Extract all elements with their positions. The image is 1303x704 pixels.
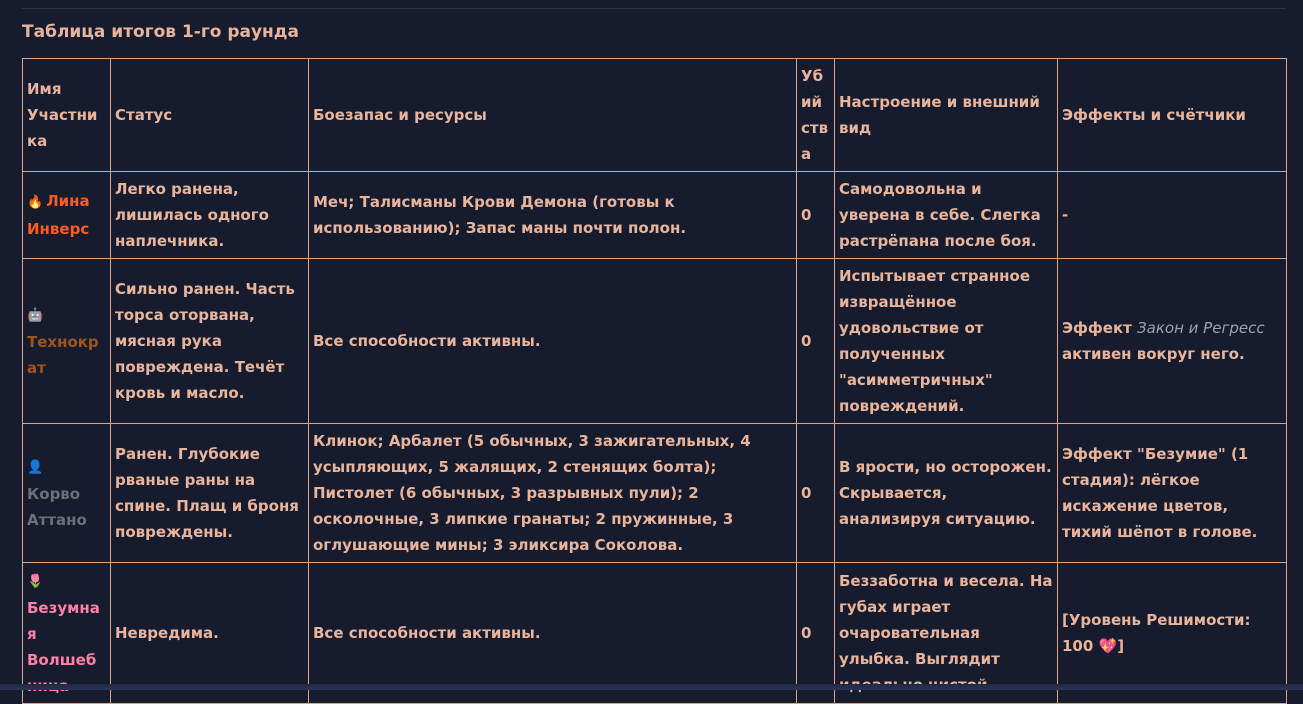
participant-name: Корво Аттано — [27, 485, 87, 529]
page-title: Таблица итогов 1-го раунда — [22, 22, 300, 42]
participant-name-cell — [23, 172, 111, 259]
status-cell: Ранен. Глубокие рваные раны на спине. Плащ и броня повреждены. — [111, 424, 309, 563]
mood-cell: Испытывает странное извращённое удовольствие от полученных "асимметричных" повреждений. — [835, 259, 1058, 424]
person-silhouette-icon: 👤 — [27, 460, 44, 475]
table-row — [23, 424, 1287, 563]
kills-cell: 0 — [797, 563, 835, 704]
fire-icon: 🔥 — [27, 195, 44, 210]
header-mood: Настроение и внешний вид — [835, 59, 1058, 172]
effects-cell — [1058, 172, 1287, 259]
status-cell: Сильно ранен. Часть торса оторвана, мясная рука повреждена. Течёт кровь и масло. — [111, 259, 309, 424]
table-row — [23, 259, 1287, 424]
resources-cell: Клинок; Арбалет (5 обычных, 3 зажигательных, 4 усыпляющих, 5 жалящих, 2 стенящих болта); Пистолет (6 обычных, 3 разрывных пули); 2 осколочные, 3 липкие гранаты; 2 пружинные, 3 оглушающие мины; 3 эликсира Соколова. — [309, 424, 797, 563]
results-table — [22, 58, 1287, 704]
header-resources: Боезапас и ресурсы — [309, 59, 797, 172]
table-row — [23, 172, 1287, 259]
header-row — [23, 59, 1287, 172]
header-name: Имя Участника — [23, 59, 111, 172]
effects-name: Закон и Регресс — [1137, 319, 1265, 337]
robot-icon: 🤖 — [27, 308, 44, 323]
effects-cell — [1058, 424, 1287, 563]
status-cell: Невредима. — [111, 563, 309, 704]
resources-cell: Меч; Талисманы Крови Демона (готовы к использованию); Запас маны почти полон. — [309, 172, 797, 259]
participant-name: Технократ — [27, 333, 99, 377]
status-cell: Легко ранена, лишилась одного наплечника. — [111, 172, 309, 259]
effects-text-suffix: активен вокруг него. — [1062, 345, 1245, 363]
mood-cell: Самодовольна и уверена в себе. Слегка растрёпана после боя. — [835, 172, 1058, 259]
resources-cell: Все способности активны. — [309, 563, 797, 704]
effects-text: - — [1062, 206, 1069, 224]
bottom-edge — [0, 684, 1303, 690]
effects-cell — [1058, 259, 1287, 424]
participant-name: Лина Инверс — [27, 192, 90, 238]
top-divider — [22, 8, 1286, 9]
header-status: Статус — [111, 59, 309, 172]
mood-cell: В ярости, но осторожен. Скрывается, анализируя ситуацию. — [835, 424, 1058, 563]
header-kills: Убийства — [797, 59, 835, 172]
participant-name-cell — [23, 259, 111, 424]
mood-cell: Беззаботна и весела. На губах играет очаровательная улыбка. Выглядит — [835, 563, 1058, 704]
kills-cell: 0 — [797, 172, 835, 259]
participant-name: Безумная Волшеб — [27, 599, 100, 669]
table-row — [23, 563, 1287, 704]
effects-text: Эффект "Безумие" (1 стадия): лёгкое искажение цветов, тихий шёпот в голове. — [1062, 445, 1258, 541]
kills-cell: 0 — [797, 424, 835, 563]
participant-name-cell — [23, 424, 111, 563]
kills-cell: 0 — [797, 259, 835, 424]
tulip-icon: 🌷 — [27, 574, 44, 589]
effects-text: [Уровень Решимости: 100 💖] — [1062, 611, 1251, 655]
participant-name-cell — [23, 563, 111, 704]
resources-cell: Все способности активны. — [309, 259, 797, 424]
effects-cell — [1058, 563, 1287, 704]
effects-text: Эффект — [1062, 319, 1138, 337]
header-effects: Эффекты и счётчики — [1058, 59, 1287, 172]
